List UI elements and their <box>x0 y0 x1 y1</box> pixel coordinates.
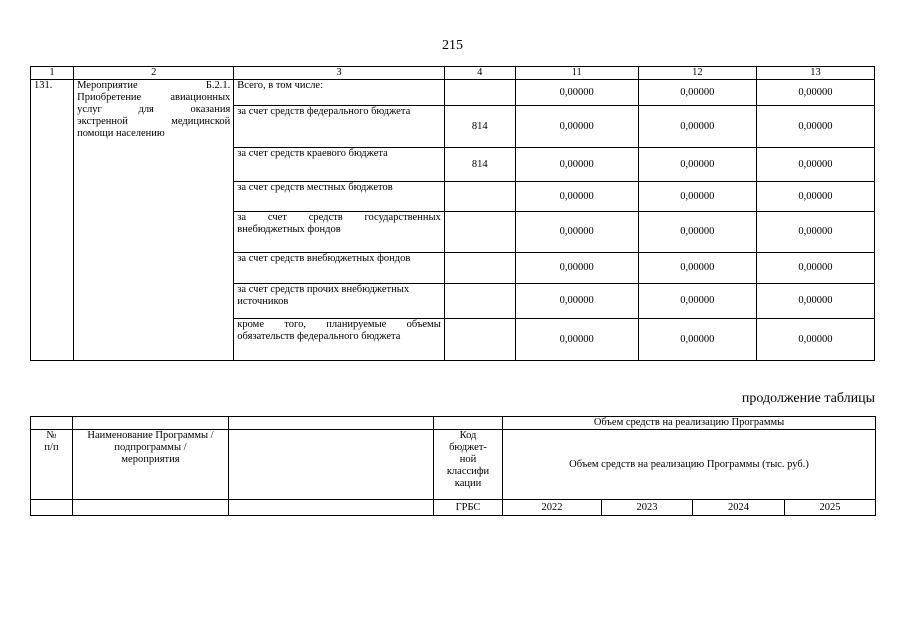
value-cell: 0,00000 <box>515 319 638 361</box>
value-cell: 0,00000 <box>638 182 756 212</box>
budget-code <box>444 182 515 212</box>
empty-cell <box>73 417 229 430</box>
year-header: 2022 <box>503 500 602 516</box>
value-cell: 0,00000 <box>638 148 756 182</box>
value-cell: 0,00000 <box>756 80 874 106</box>
funding-source-line: источников <box>237 296 289 307</box>
empty-cell <box>229 417 434 430</box>
empty-cell <box>31 417 73 430</box>
empty-cell <box>434 417 503 430</box>
value-cell: 0,00000 <box>638 80 756 106</box>
num-header <box>31 430 73 500</box>
funding-source-line: обязательств федерального бюджета <box>237 331 401 342</box>
page-number: 215 <box>442 38 463 53</box>
continuation-label: продолжение таблицы <box>741 391 875 406</box>
funding-source-line: за счет средств прочих внебюджетных <box>237 284 410 295</box>
volume-header: Объем средств на реализацию Программы <box>503 417 876 430</box>
header-row-years <box>31 500 876 516</box>
funding-source-line: за счет средств внебюджетных фондов <box>237 253 411 264</box>
funding-source-line: за счет средств местных бюджетов <box>237 182 393 193</box>
funding-source-line: Всего, в том числе: <box>237 80 324 91</box>
code-header-line: Код <box>459 430 477 441</box>
funding-source-line: за счет средств государственных <box>237 212 441 223</box>
value-cell: 0,00000 <box>756 253 874 284</box>
column-header: 11 <box>515 67 638 80</box>
code-header-line: бюджет- <box>449 442 487 453</box>
empty-cell <box>73 500 229 516</box>
table-row <box>31 80 875 106</box>
event-name-line: услуг для оказания <box>77 104 231 115</box>
budget-code <box>444 80 515 106</box>
grbs-header: ГРБС <box>434 500 503 516</box>
value-cell: 0,00000 <box>756 106 874 148</box>
value-cell: 0,00000 <box>756 284 874 319</box>
continuation-table <box>30 416 876 516</box>
budget-code <box>444 319 515 361</box>
funding-source <box>234 182 444 212</box>
event-name-line: экстренной медицинской <box>77 116 231 127</box>
funding-source-line: за счет средств федерального бюджета <box>237 106 411 117</box>
value-cell: 0,00000 <box>756 182 874 212</box>
funding-table <box>30 66 875 361</box>
value-cell: 0,00000 <box>515 284 638 319</box>
column-header: 1 <box>31 67 74 80</box>
year-header: 2023 <box>602 500 693 516</box>
event-name <box>74 80 234 361</box>
budget-code <box>444 284 515 319</box>
value-cell: 0,00000 <box>515 253 638 284</box>
funding-source <box>234 284 444 319</box>
value-cell: 0,00000 <box>756 212 874 253</box>
budget-code: 814 <box>444 148 515 182</box>
name-header-line: подпрограммы / <box>114 442 187 453</box>
value-cell: 0,00000 <box>638 319 756 361</box>
column-header: 3 <box>234 67 444 80</box>
value-cell: 0,00000 <box>515 212 638 253</box>
name-header-line: Наименование Программы / <box>87 430 214 441</box>
name-header-line: мероприятия <box>121 454 180 465</box>
event-name-line: Мероприятие Б.2.1. <box>77 80 231 91</box>
code-header-line: кации <box>454 478 482 489</box>
num-header-line: № <box>46 430 57 441</box>
value-cell: 0,00000 <box>515 106 638 148</box>
event-name-line: помощи населению <box>77 128 165 139</box>
volume-subheader: Объем средств на реализацию Программы (тыс. руб.) <box>503 430 876 500</box>
header-row-main <box>31 430 876 500</box>
funding-source <box>234 319 444 361</box>
num-header-line: п/п <box>44 442 59 453</box>
header-row-top <box>31 417 876 430</box>
row-number: 131. <box>31 80 74 361</box>
funding-source-line: кроме того, планируемые объемы <box>237 319 441 330</box>
funding-source <box>234 80 444 106</box>
value-cell: 0,00000 <box>756 148 874 182</box>
budget-code: 814 <box>444 106 515 148</box>
code-header <box>434 430 503 500</box>
value-cell: 0,00000 <box>756 319 874 361</box>
value-cell: 0,00000 <box>638 284 756 319</box>
event-name-line: Приобретение авиационных <box>77 92 231 103</box>
funding-source <box>234 253 444 284</box>
empty-cell <box>229 430 434 500</box>
value-cell: 0,00000 <box>515 80 638 106</box>
column-header: 4 <box>444 67 515 80</box>
value-cell: 0,00000 <box>515 148 638 182</box>
funding-source <box>234 148 444 182</box>
funding-source-line: внебюджетных фондов <box>237 224 341 235</box>
value-cell: 0,00000 <box>638 253 756 284</box>
table-header-row <box>31 67 875 80</box>
value-cell: 0,00000 <box>638 106 756 148</box>
value-cell: 0,00000 <box>638 212 756 253</box>
column-header: 13 <box>756 67 874 80</box>
column-header: 12 <box>638 67 756 80</box>
empty-cell <box>229 500 434 516</box>
budget-code <box>444 212 515 253</box>
empty-cell <box>31 500 73 516</box>
name-header <box>73 430 229 500</box>
year-header: 2025 <box>785 500 876 516</box>
year-header: 2024 <box>693 500 785 516</box>
funding-source <box>234 212 444 253</box>
value-cell: 0,00000 <box>515 182 638 212</box>
funding-source-line: за счет средств краевого бюджета <box>237 148 388 159</box>
code-header-line: классифи <box>446 466 490 477</box>
funding-source <box>234 106 444 148</box>
code-header-line: ной <box>459 454 477 465</box>
budget-code <box>444 253 515 284</box>
column-header: 2 <box>74 67 234 80</box>
